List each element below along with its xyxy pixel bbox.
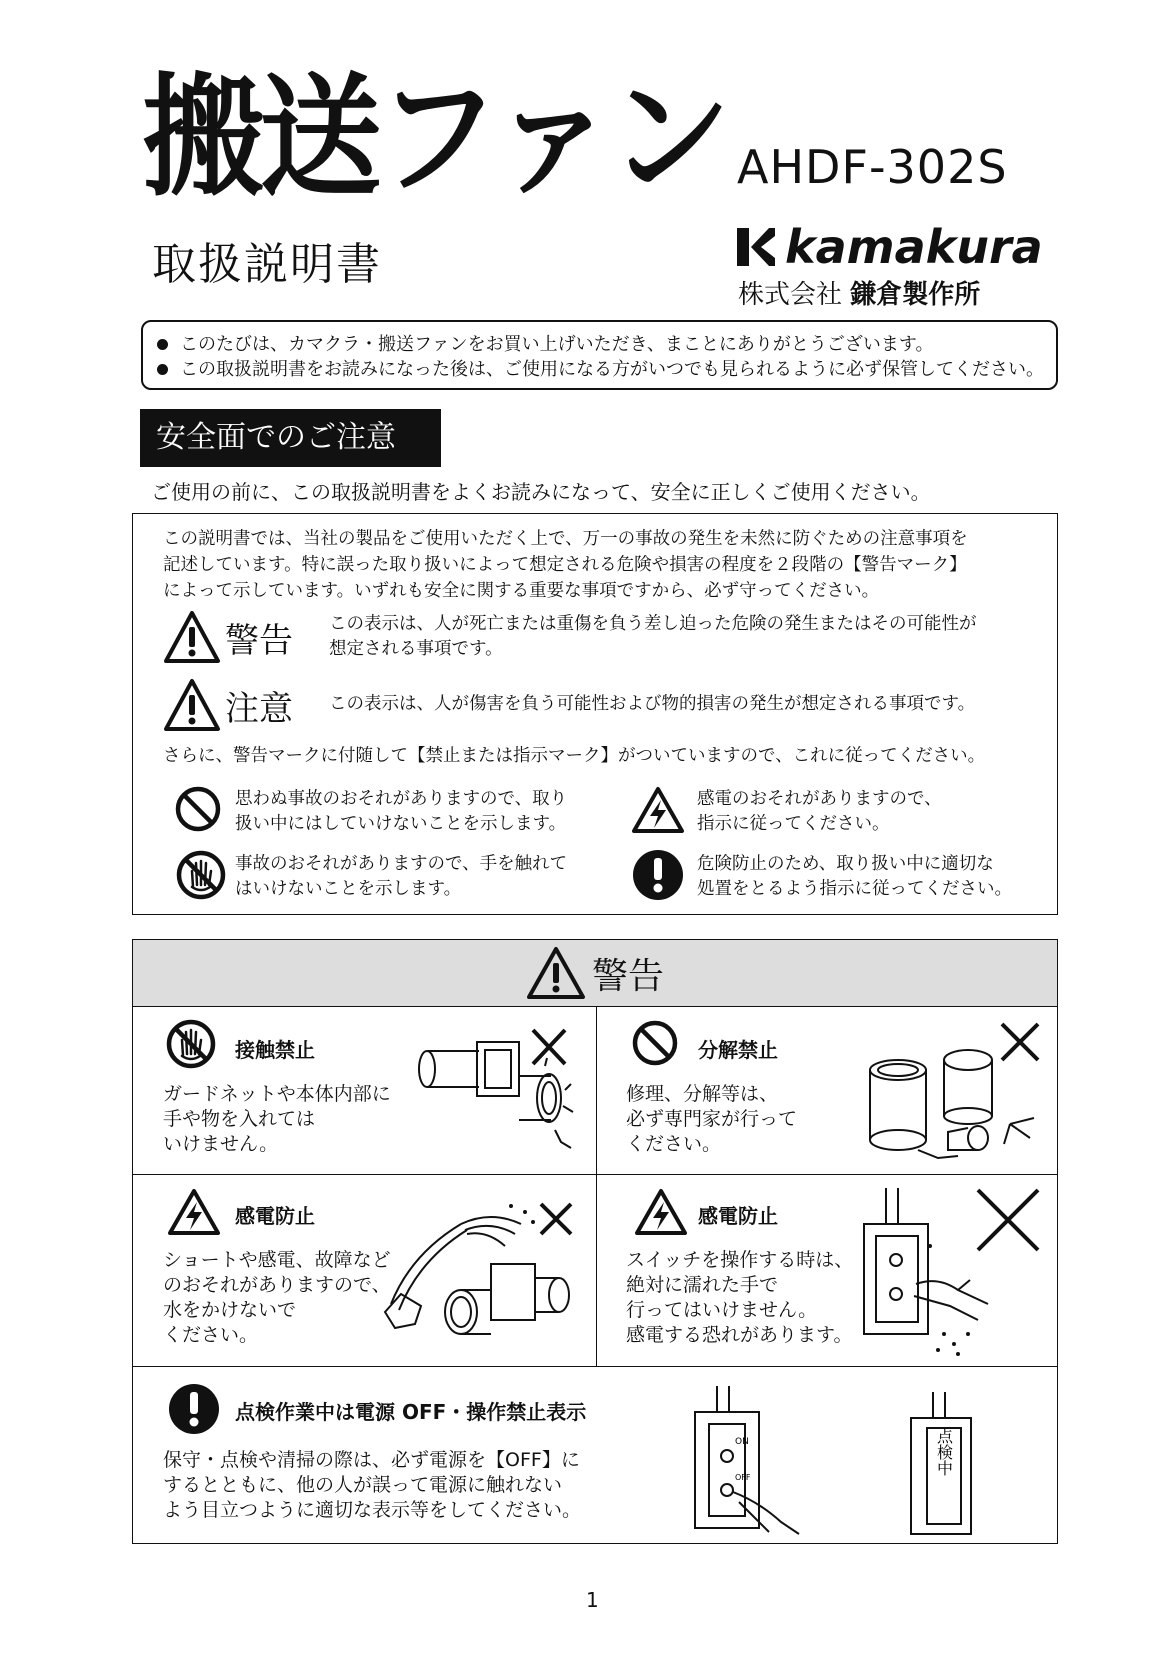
cell-body-line: 必ず専門家が行って (626, 1108, 798, 1130)
symbol-description-line: 指示に従ってください。 (697, 814, 890, 834)
safety-heading: 安全面でのご注意 (140, 409, 441, 467)
warning-cell-no-disassembly (596, 1006, 1057, 1174)
level-label: 注意 (225, 688, 293, 729)
switch-on-label: ON (735, 1437, 749, 1447)
logo-text: kamakura (785, 220, 1043, 274)
cell-body-line: 感電する恐れがあります。 (626, 1324, 853, 1346)
intro-text: この取扱説明書をお読みになった後は、ご使用になる方がいつでも見られるように必ず保管してください。 (180, 359, 1044, 380)
no-touch-icon (165, 1018, 217, 1070)
intro-text: このたびは、カマクラ・搬送ファンをお買い上げいただき、まことにありがとうございます。 (180, 334, 934, 355)
warning-cell-no-touch (133, 1006, 596, 1174)
symbol-description-line: 事故のおそれがありますので、手を触れて (235, 854, 568, 874)
symbol-description-line: 処置をとるよう指示に従ってください。 (697, 879, 1012, 899)
explanation-line: によって示しています。いずれも安全に関する重要な事項ですから、必ず守ってください。 (163, 581, 880, 601)
cell-body (626, 1248, 853, 1348)
electric-shock-icon (167, 1188, 221, 1236)
cell-body-line: のおそれがありますので、 (163, 1274, 391, 1296)
cell-body-line: 水をかけないで (163, 1299, 297, 1321)
cell-body-line: 絶対に濡れた手で (626, 1274, 779, 1296)
symbol-description-line: はいけないことを示します。 (235, 879, 462, 899)
cell-body-line: ください。 (163, 1324, 259, 1346)
cell-body-line: いけません。 (163, 1133, 279, 1155)
warning-triangle-icon (526, 946, 586, 1000)
warning-cell-inspection (133, 1366, 1057, 1543)
cell-body-line: ください。 (626, 1133, 722, 1155)
explanation-line: この説明書では、当社の製品をご使用いただく上で、万一の事故の発生を未然に防ぐための注意事項を (163, 529, 968, 549)
cell-body-line: 手や物を入れては (163, 1108, 316, 1130)
level-label: 警告 (225, 620, 293, 661)
company-logo (735, 220, 1043, 274)
electric-shock-icon (631, 786, 685, 834)
company-main-name: 鎌倉製作所 (850, 280, 981, 310)
bullet-icon (157, 339, 168, 350)
warning-heading: 警告 (591, 955, 664, 997)
cell-body-line: ショートや感電、故障など (163, 1249, 391, 1271)
cell-body-line: 行ってはいけません。 (626, 1299, 818, 1321)
cell-body-line: 修理、分解等は、 (626, 1083, 779, 1105)
mandatory-action-icon (167, 1382, 221, 1436)
symbols-intro: さらに、警告マークに付随して【禁止または指示マーク】がついていますので、これに従ってください。 (163, 746, 986, 766)
kamakura-k-logo-icon (735, 228, 775, 266)
warning-triangle-icon (163, 610, 221, 664)
warning-table (132, 939, 1058, 1544)
prohibition-icon (632, 1020, 678, 1066)
cell-title: 感電防止 (235, 1204, 315, 1228)
symbol-description-line: 危険防止のため、取り扱い中に適切な (697, 854, 994, 874)
cell-body (626, 1082, 797, 1157)
warning-cell-wet-hands (596, 1174, 1057, 1366)
symbol-description (235, 787, 567, 837)
level-description (329, 612, 977, 662)
prohibition-icon (175, 786, 221, 832)
symbol-description-line: 感電のおそれがありますので、 (697, 789, 942, 809)
level-caution (163, 678, 293, 732)
cell-body (163, 1248, 391, 1348)
cell-body (163, 1082, 391, 1157)
symbol-description-line: 思わぬ事故のおそれがありますので、取り (235, 789, 568, 809)
intro-line (157, 357, 1056, 382)
cell-body-line: 保守・点検や清掃の際は、必ず電源を【OFF】に (163, 1449, 580, 1471)
intro-line (157, 332, 1056, 357)
cell-body-line: スイッチを操作する時は、 (626, 1249, 854, 1271)
cell-title: 分解禁止 (698, 1038, 778, 1062)
bullet-icon (157, 364, 168, 375)
no-touch-icon (175, 849, 227, 901)
switch-off-label: OFF (735, 1473, 751, 1482)
intro-box (141, 320, 1058, 390)
safety-intro: ご使用の前に、この取扱説明書をよくお読みになって、安全に正しくご使用ください。 (151, 480, 931, 504)
switch-off-illustration (689, 1384, 809, 1540)
level-description-line: 想定される事項です。 (329, 639, 503, 659)
explanation-line: 記述しています。特に誤った取り扱いによって想定される危険や損害の程度を２段階の【警告マーク】 (163, 555, 967, 575)
company-name (738, 274, 980, 311)
mandatory-action-icon (631, 848, 685, 902)
warning-table-header (133, 940, 1057, 1007)
cell-title: 感電防止 (698, 1204, 778, 1228)
inspection-tag-illustration (905, 1390, 985, 1538)
wet-hand-switch-illustration (858, 1184, 1048, 1360)
cell-title: 点検作業中は電源 OFF・操作禁止表示 (235, 1400, 587, 1424)
warning-cell-no-water (133, 1174, 596, 1366)
tag-text: 点検中 (934, 1428, 954, 1476)
model-number: AHDF-302S (737, 140, 1008, 194)
explanation-text (163, 526, 1023, 604)
document-subtitle: 取扱説明書 (152, 239, 382, 290)
explanation-box (132, 513, 1058, 915)
warning-triangle-icon (163, 678, 221, 732)
water-spray-illustration (381, 1194, 581, 1360)
cell-body-line: よう目立つように適切な表示等をしてください。 (163, 1499, 582, 1521)
symbol-description-line: 扱い中にはしていけないことを示します。 (235, 814, 567, 834)
symbol-description (697, 787, 942, 837)
symbol-description (697, 852, 1012, 902)
level-description-line: この表示は、人が傷害を負う可能性および物的損害の発生が想定される事項です。 (329, 694, 976, 714)
symbol-description (235, 852, 567, 902)
fan-guard-illustration (415, 1024, 581, 1164)
level-description-line: この表示は、人が死亡または重傷を負う差し迫った危険の発生またはその可能性が (329, 614, 977, 634)
document-title: 搬送ファン (142, 61, 726, 215)
level-description (329, 692, 975, 717)
company-prefix: 株式会社 (738, 280, 843, 310)
cell-body-line: するとともに、他の人が誤って電源に触れない (163, 1474, 563, 1496)
disassembled-parts-illustration (858, 1020, 1048, 1166)
cell-body (163, 1448, 581, 1523)
electric-shock-icon (634, 1188, 688, 1236)
cell-body-line: ガードネットや本体内部に (163, 1083, 391, 1105)
level-warning (163, 610, 293, 664)
page-number: 1 (586, 1588, 599, 1612)
cell-title: 接触禁止 (235, 1038, 315, 1062)
